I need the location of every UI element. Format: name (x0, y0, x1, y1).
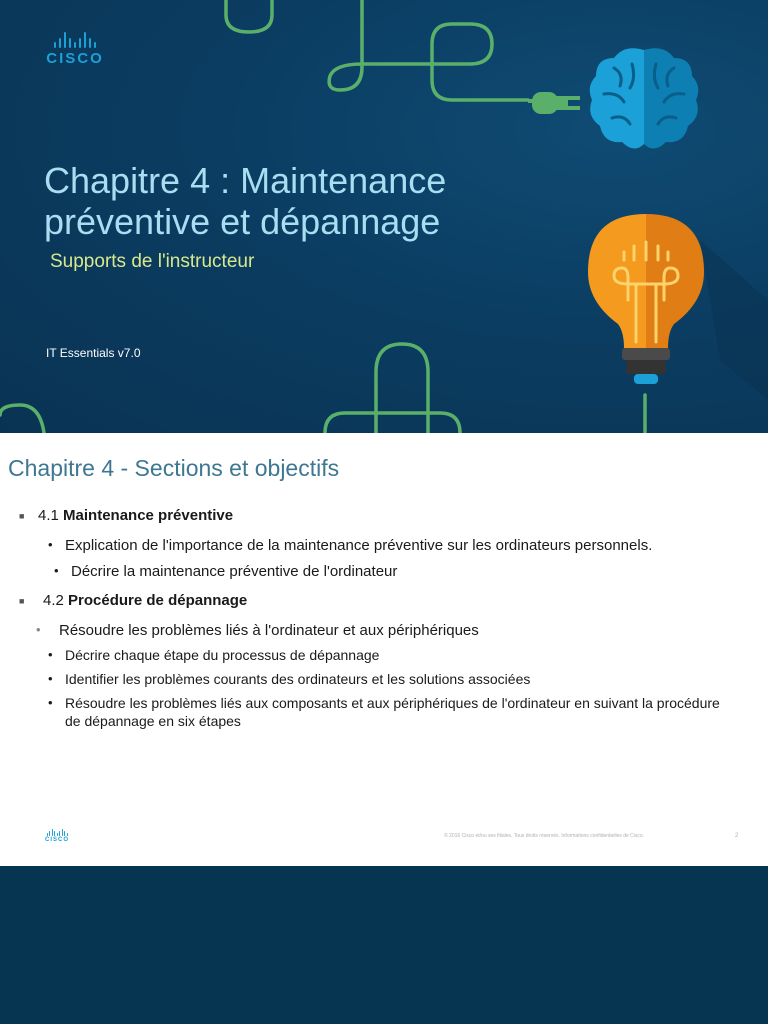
bullet-dot: • (54, 563, 59, 578)
objectives-title: Chapitre 4 - Sections et objectifs (8, 455, 340, 481)
footer-cisco-logo (42, 829, 72, 843)
objective-item: Identifier les problèmes courants des ordinateurs et les solutions associées (65, 671, 531, 687)
title-line-1: Chapitre 4 : Maintenance (44, 160, 447, 201)
bullet-dot: • (36, 622, 41, 637)
copyright-notice: © 2016 Cisco et/ou ses filiales. Tous droits réservés. Informations confidentielles de Cisco. (444, 833, 645, 839)
section-4-2 (43, 592, 247, 609)
section-4-2-number: 4.2 (43, 592, 64, 609)
bullet-dot: • (48, 671, 53, 686)
brain-icon (584, 44, 704, 156)
bullet-dot: • (48, 695, 53, 710)
objective-item: Décrire chaque étape du processus de dépannage (65, 647, 380, 663)
objective-item: Décrire la maintenance préventive de l'ordinateur (71, 563, 398, 580)
slide-title (44, 160, 524, 242)
section-4-1-label: Maintenance préventive (63, 507, 234, 524)
plug-icon (528, 86, 584, 118)
cisco-logo-text: CISCO (46, 50, 104, 67)
page-number: 2 (735, 833, 739, 839)
bullet-dot: • (48, 537, 53, 552)
square-bullet: ■ (19, 511, 25, 521)
title-slide (0, 0, 768, 433)
section-4-1 (38, 507, 233, 524)
title-line-2: préventive et dépannage (44, 201, 441, 242)
objective-item: Explication de l'importance de la maintenance préventive sur les ordinateurs personnels. (65, 537, 653, 554)
objective-item: Résoudre les problèmes liés aux composants et aux périphériques de l'ordinateur en suivant la procédure de dépannage en six étapes (65, 695, 720, 729)
square-bullet: ■ (19, 596, 25, 606)
slide-subtitle: Supports de l'instructeur (50, 251, 255, 272)
lightbulb-icon (584, 212, 708, 392)
section-4-1-number: 4.1 (38, 507, 59, 524)
cisco-logo-bars (40, 32, 110, 48)
bullet-dot: • (48, 647, 53, 662)
section-4-2-label: Procédure de dépannage (68, 592, 248, 609)
course-name: IT Essentials v7.0 (46, 346, 141, 360)
footer-logo-bars (42, 829, 72, 836)
objectives-slide (0, 433, 768, 866)
footer-logo-text: CISCO (44, 837, 69, 843)
objective-item: Résoudre les problèmes liés à l'ordinateur et aux périphériques (59, 622, 479, 639)
cisco-logo (40, 32, 110, 72)
